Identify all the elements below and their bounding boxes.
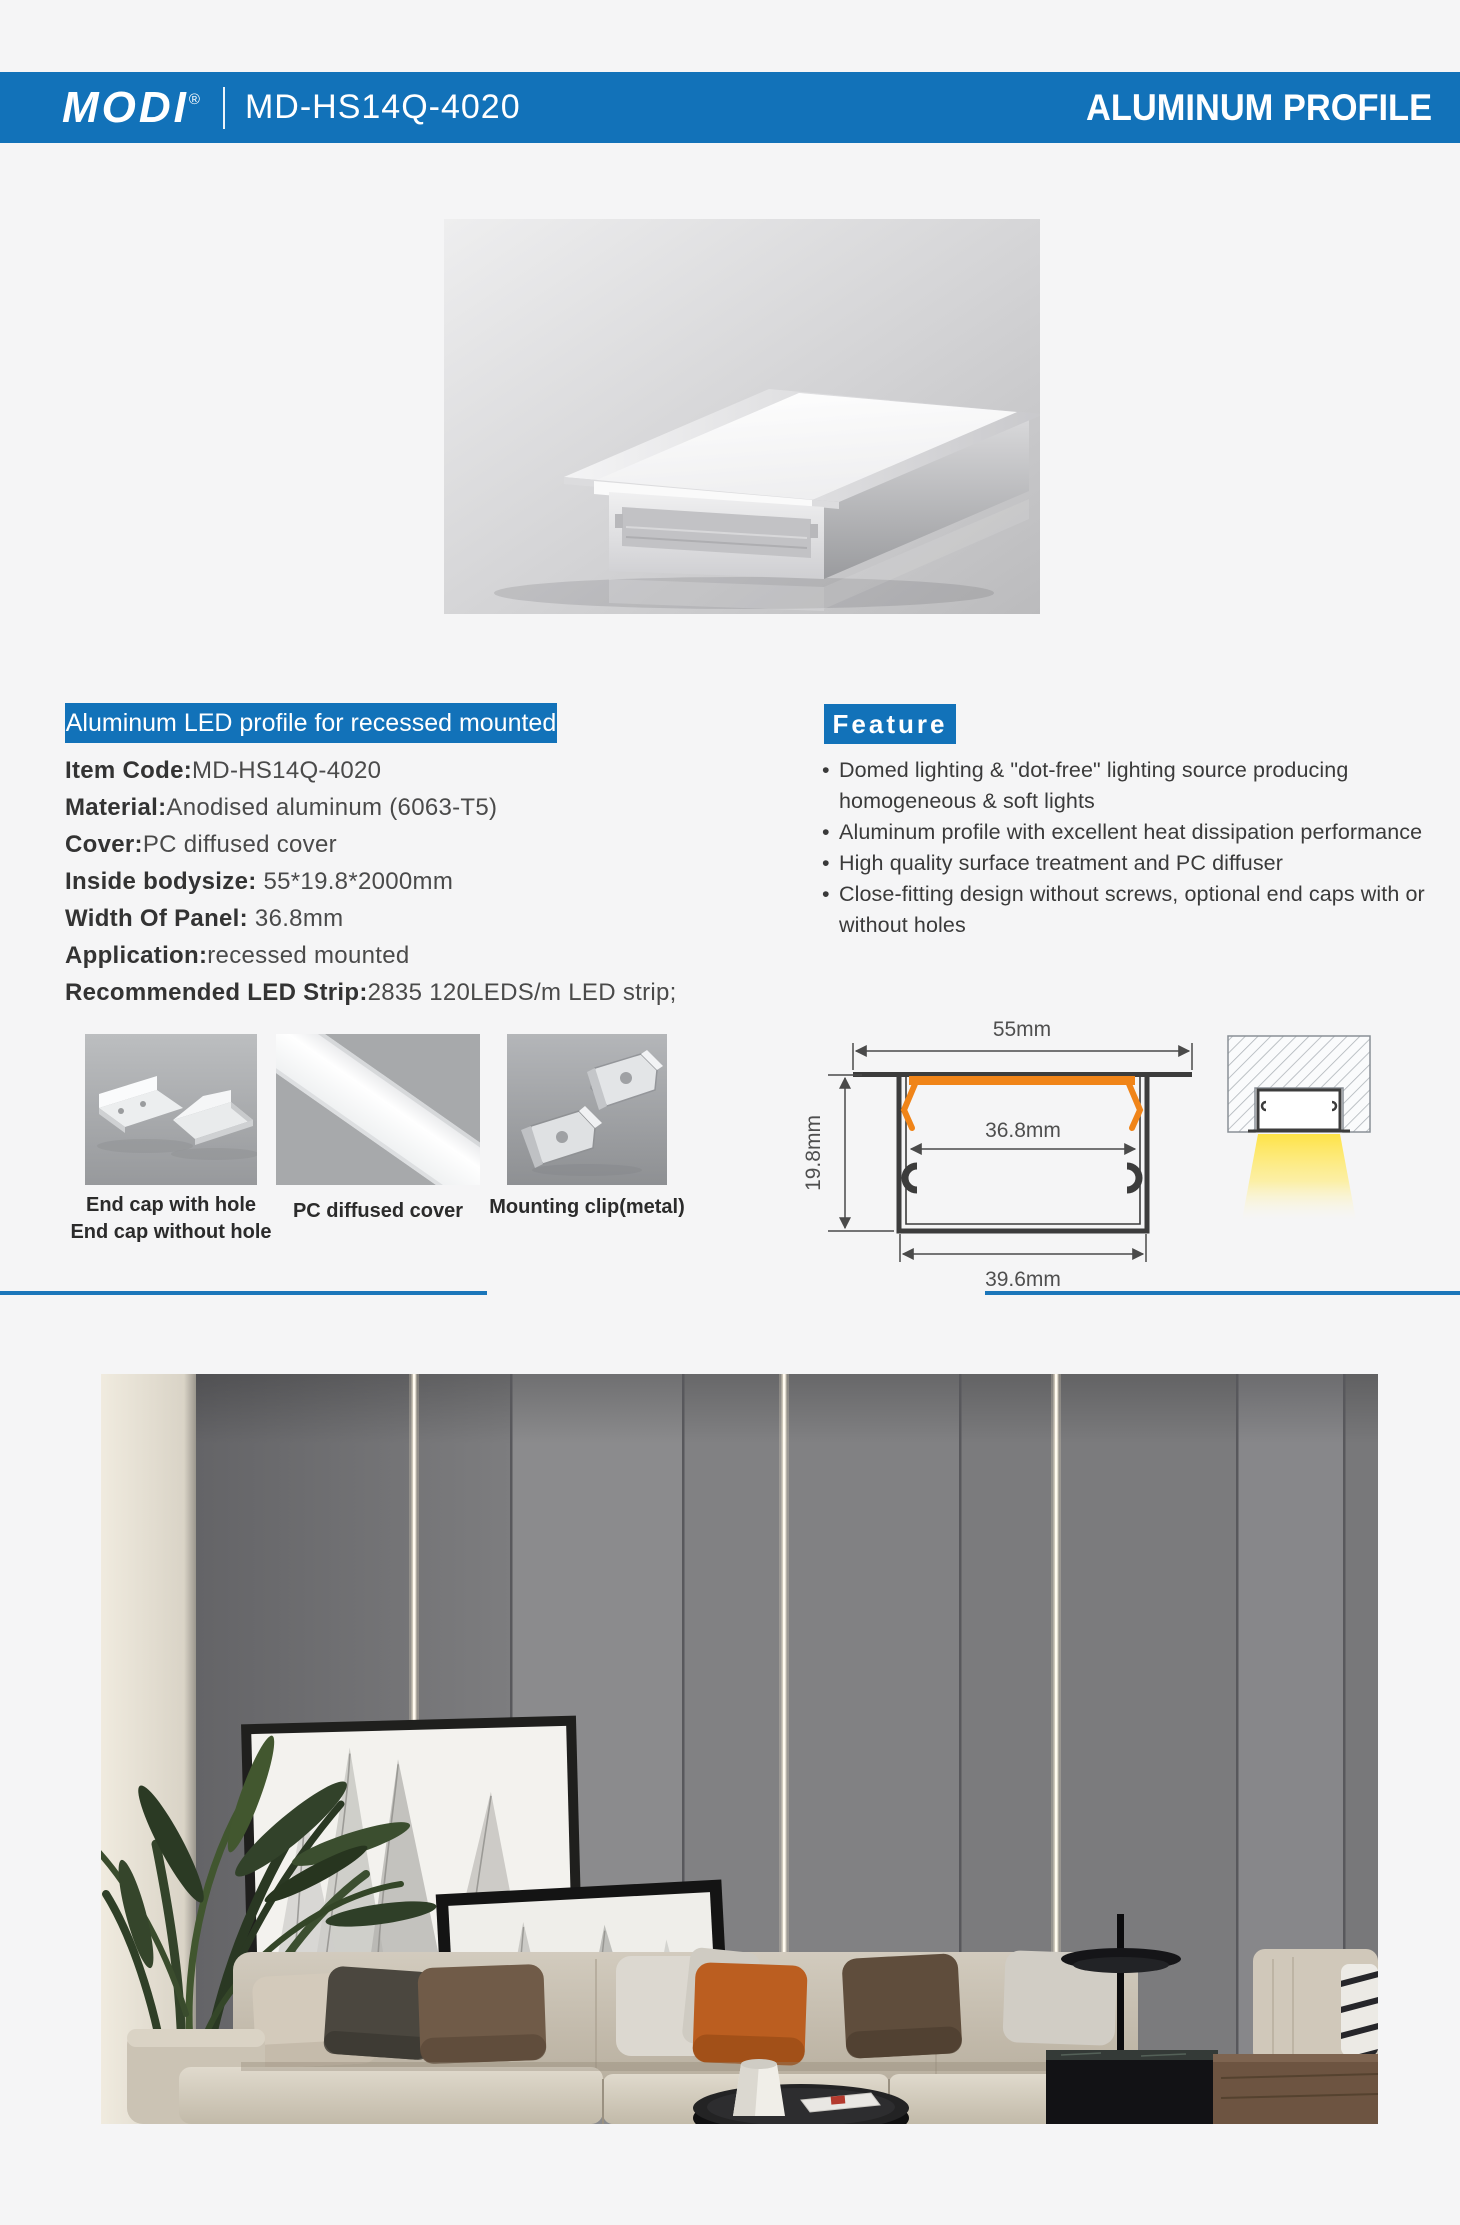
spec-value: MD-HS14Q-4020 (192, 757, 382, 784)
divider-line-right (985, 1291, 1460, 1295)
spec-section-title: Aluminum LED profile for recessed mounted (65, 703, 557, 743)
spec-label: Item Code: (65, 757, 193, 784)
feature-item: • High quality surface treatment and PC diffuser (822, 848, 1432, 879)
feature-section-title: Feature (824, 704, 956, 744)
header-divider (223, 87, 225, 129)
spec-label: Cover: (65, 831, 143, 858)
registered-mark: ® (188, 90, 203, 108)
spec-value: 36.8mm (247, 905, 344, 932)
spec-label: Recommended LED Strip: (65, 979, 368, 1006)
spec-label: Inside bodysize: (65, 868, 257, 895)
divider-line-left (0, 1291, 487, 1295)
spec-value: Anodised aluminum (6063-T5) (166, 794, 498, 821)
dim-height: 19.8mm (802, 1115, 825, 1191)
feature-list (822, 755, 1432, 941)
vase (733, 2059, 785, 2116)
cross-section-drawing (800, 1010, 1420, 1300)
page-title: ALUMINUM PROFILE (1086, 86, 1432, 128)
spec-value: recessed mounted (207, 942, 410, 969)
dim-bottom-width: 39.6mm (985, 1268, 1061, 1291)
brand-text: MODI (62, 82, 189, 132)
spec-row-cover (65, 826, 677, 863)
feature-item: • Aluminum profile with excellent heat dissipation performance (822, 817, 1432, 848)
spec-list (65, 752, 677, 1011)
spec-label: Material: (65, 794, 167, 821)
spec-row-led-strip (65, 974, 677, 1011)
mounting-clip-label-line: Mounting clip(metal) (489, 1196, 685, 1218)
mounting-clip-image (507, 1034, 667, 1185)
end-caps-illustration (85, 1034, 257, 1185)
light-beam (1242, 1134, 1356, 1220)
mounting-clip-illustration (507, 1034, 667, 1185)
body-outline (899, 1077, 1147, 1231)
feature-item: • Close-fitting design without screws, optional end caps with or without holes (822, 879, 1432, 941)
brand-logo (62, 83, 203, 133)
aluminum-profile-image (444, 219, 1040, 614)
dim-top-width: 55mm (992, 1018, 1052, 1041)
model-number: MD-HS14Q-4020 (244, 88, 521, 126)
spec-value: PC diffused cover (142, 831, 337, 858)
dimension-diagram (800, 1010, 1420, 1305)
end-caps-image (85, 1034, 257, 1185)
feature-item: • Domed lighting & "dot-free" lighting source producing homogeneous & soft lights (822, 755, 1432, 817)
pc-cover-label (266, 1198, 490, 1225)
application-photo (101, 1374, 1378, 2124)
clip-groove-left (905, 1166, 917, 1190)
spec-label: Application: (65, 942, 208, 969)
spec-value: 2835 120LEDS/m LED strip; (367, 979, 677, 1006)
mounting-clip-label (487, 1194, 687, 1221)
installation-diagram (1228, 1036, 1370, 1220)
pc-cover-shape (909, 1076, 1135, 1085)
end-caps-label-line1: End cap with hole (85, 1194, 256, 1216)
spec-row-application (65, 937, 677, 974)
end-caps-label (65, 1192, 277, 1246)
clip-groove-right (1127, 1166, 1139, 1190)
end-caps-label-line2: End cap without hole (70, 1221, 272, 1243)
room-scene (101, 1374, 1378, 2124)
pc-cover-label-line: PC diffused cover (292, 1200, 464, 1222)
spec-row-bodysize (65, 863, 677, 900)
header-bar (0, 72, 1460, 143)
spec-label: Width Of Panel: (65, 905, 248, 932)
pc-cover-illustration (276, 1034, 480, 1185)
product-photo (444, 219, 1040, 614)
spec-row-panel-width (65, 900, 677, 937)
spec-row-material (65, 789, 677, 826)
spec-value: 55*19.8*2000mm (256, 868, 454, 895)
dim-inner-width: 36.8mm (985, 1119, 1061, 1142)
pc-cover-image (276, 1034, 480, 1185)
spec-row-item-code (65, 752, 677, 789)
sofa (127, 1947, 1141, 2124)
